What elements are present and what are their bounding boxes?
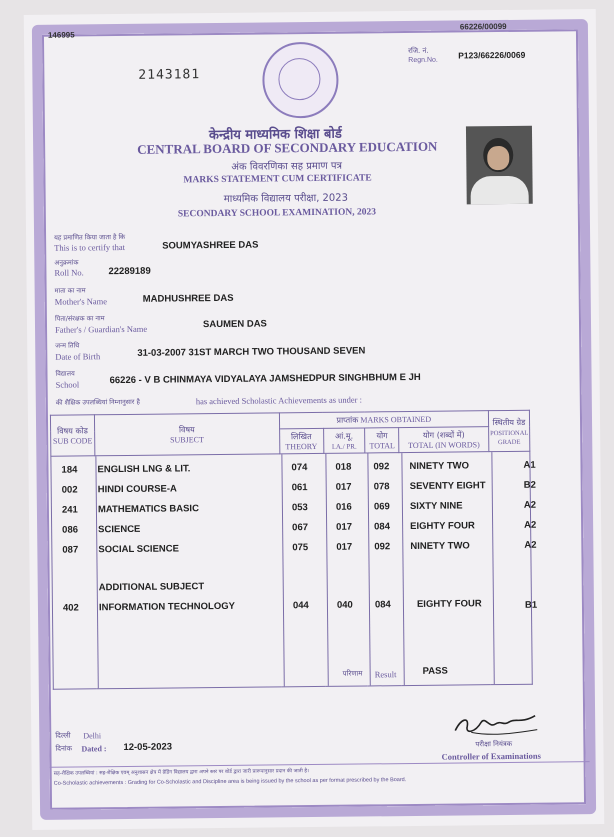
- co-scholastic-note-en: Co-Scholastic achievements : Grading for Co-Scholastic and Discipline area is being issued by the school as per format prescribed by the Board.: [53, 777, 407, 787]
- controller-signature-icon: [451, 710, 541, 741]
- ia-marks: 017: [335, 481, 352, 493]
- subject-name: SCIENCE: [98, 523, 141, 536]
- theory-marks: 044: [292, 600, 309, 612]
- theory-marks: 061: [291, 482, 308, 494]
- positional-grade: A2: [524, 519, 537, 531]
- marks-rows: [51, 452, 538, 689]
- regn-label-hi: रजि. नं.: [408, 46, 429, 55]
- header-total-words: योग (शब्दों में) TOTAL (IN WORDS): [399, 427, 489, 453]
- candidate-name: SOUMYASHREE DAS: [162, 239, 259, 252]
- certify-label-en: This is to certify that: [54, 241, 126, 253]
- achievement-label-hi: की शैक्षिक उपलब्धियां निम्नानुसार है: [55, 397, 140, 407]
- mother-name: MADHUSHREE DAS: [142, 292, 234, 305]
- subject-name: SOCIAL SCIENCE: [98, 543, 179, 556]
- achievement-label-en: has achieved Scholastic Achievements as under :: [195, 394, 363, 407]
- positional-grade: A2: [524, 539, 537, 551]
- positional-grade: A1: [523, 459, 536, 471]
- certificate-sheet: [24, 9, 605, 830]
- top-left-code: 146995: [47, 30, 75, 40]
- document-title-hi: अंक विवरणिका सह प्रमाण पत्र: [231, 160, 343, 173]
- additional-subject-label: ADDITIONAL SUBJECT: [98, 581, 205, 594]
- board-name-en: CENTRAL BOARD OF SECONDARY EDUCATION: [137, 138, 438, 157]
- ia-marks: 016: [335, 501, 352, 513]
- marks-table: [50, 410, 538, 690]
- header-theory: लिखित THEORY: [279, 428, 323, 453]
- positional-grade: B2: [523, 479, 536, 491]
- place-label-en: Delhi: [83, 731, 102, 741]
- exam-title-en: SECONDARY SCHOOL EXAMINATION, 2023: [177, 207, 377, 220]
- school-label-en: School: [55, 379, 80, 390]
- dob-label-hi: जन्म तिथि: [55, 341, 80, 350]
- total-marks: 078: [373, 481, 390, 493]
- theory-marks: 067: [292, 522, 309, 534]
- regn-label-en: Regn.No.: [408, 56, 438, 64]
- subject-code: 184: [61, 464, 78, 476]
- co-scholastic-note-hi: सह-शैक्षिक उपलब्धियां : सह-शैक्षिक एवम् अनुशासन क्षेत्र में ग्रेडिंग विद्यालय द्वारा अपने स्तर पर बोर्ड द्वारा जारी प्रारूपानुसार प्रदान की जाती है।: [53, 768, 309, 777]
- header-marks-obtained: प्राप्तांक MARKS OBTAINED: [279, 411, 488, 429]
- ia-marks: 040: [336, 599, 353, 611]
- father-label-en: Father's / Guardian's Name: [54, 323, 148, 335]
- subject-code: 402: [62, 602, 79, 614]
- result-label-hi: परिणाम: [342, 669, 363, 678]
- subject-name: ENGLISH LNG & LIT.: [97, 463, 191, 476]
- controller-label-en: Controller of Examinations: [441, 750, 541, 762]
- total-marks: 084: [374, 599, 391, 611]
- theory-marks: 074: [291, 462, 308, 474]
- total-in-words: NINETY TWO: [409, 460, 470, 473]
- header-ia: आं.मू. I.A./ PR.: [323, 428, 365, 453]
- top-right-code: 66226/00099: [459, 21, 507, 32]
- document-title-en: MARKS STATEMENT CUM CERTIFICATE: [183, 173, 372, 186]
- total-marks: 092: [373, 461, 390, 473]
- subject-code: 002: [61, 484, 78, 496]
- positional-grade: A2: [523, 499, 537, 511]
- cbse-emblem-icon: [262, 42, 339, 119]
- school-name: 66226 - V B CHINMAYA VIDYALAYA JAMSHEDPUR SINGHBHUM E JH: [109, 371, 421, 387]
- father-name: SAUMEN DAS: [202, 318, 267, 331]
- total-marks: 092: [374, 541, 391, 553]
- subject-code: 241: [61, 504, 78, 516]
- subject-name: INFORMATION TECHNOLOGY: [98, 600, 235, 614]
- subject-code: 086: [62, 524, 79, 536]
- subject-name: MATHEMATICS BASIC: [97, 503, 199, 516]
- certificate-number: 2143181: [138, 67, 201, 83]
- header-total: योग TOTAL: [365, 428, 399, 453]
- total-in-words: SIXTY NINE: [409, 500, 463, 513]
- roll-label-en: Roll No.: [54, 267, 84, 278]
- dob-label-en: Date of Birth: [55, 351, 101, 362]
- ia-marks: 017: [336, 521, 353, 533]
- total-in-words: SEVENTY EIGHT: [409, 480, 486, 493]
- regn-number: P123/66226/0069: [458, 49, 526, 61]
- subject-code: 087: [62, 544, 79, 556]
- issue-date: 12-05-2023: [123, 741, 173, 754]
- total-marks: 084: [374, 521, 391, 533]
- date-of-birth: 31-03-2007 31ST MARCH TWO THOUSAND SEVEN: [137, 345, 366, 359]
- mother-label-en: Mother's Name: [54, 296, 108, 307]
- theory-marks: 053: [291, 502, 308, 514]
- total-in-words: EIGHTY FOUR: [416, 598, 482, 610]
- place-label-hi: दिल्ली: [55, 731, 71, 740]
- total-in-words: NINETY TWO: [410, 540, 470, 552]
- total-marks: 069: [373, 501, 390, 513]
- positional-grade: B1: [524, 599, 538, 611]
- dated-label-en: Dated :: [81, 744, 107, 754]
- controller-label-hi: परीक्षा नियंत्रक: [475, 739, 513, 749]
- header-positional-grade: स्थितीय ग्रेड POSITIONAL GRADE: [488, 410, 530, 451]
- school-label-hi: विद्यालय: [55, 369, 75, 378]
- ia-marks: 017: [336, 541, 353, 553]
- board-name-hi: केन्द्रीय माध्यमिक शिक्षा बोर्ड: [208, 126, 342, 144]
- roll-number: 22289189: [108, 265, 151, 278]
- ia-marks: 018: [335, 461, 352, 473]
- certify-label-hi: यह प्रमाणित किया जाता है कि: [54, 232, 126, 242]
- student-photo: [466, 126, 533, 205]
- exam-title-hi: माध्यमिक विद्यालय परीक्षा, 2023: [223, 192, 349, 205]
- result-label-en: Result: [374, 669, 397, 680]
- theory-marks: 075: [292, 542, 309, 554]
- roll-label-hi: अनुक्रमांक: [54, 258, 79, 267]
- result-value: PASS: [422, 665, 448, 677]
- subject-name: HINDI COURSE-A: [97, 483, 177, 496]
- header-subject: विषय SUBJECT: [94, 413, 279, 456]
- mother-label-hi: माता का नाम: [54, 286, 86, 295]
- total-in-words: EIGHTY FOUR: [410, 520, 475, 532]
- dated-label-hi: दिनांक: [55, 744, 73, 753]
- father-label-hi: पिता/संरक्षक का नाम: [54, 314, 105, 323]
- header-sub-code: विषय कोड SUB CODE: [50, 415, 94, 456]
